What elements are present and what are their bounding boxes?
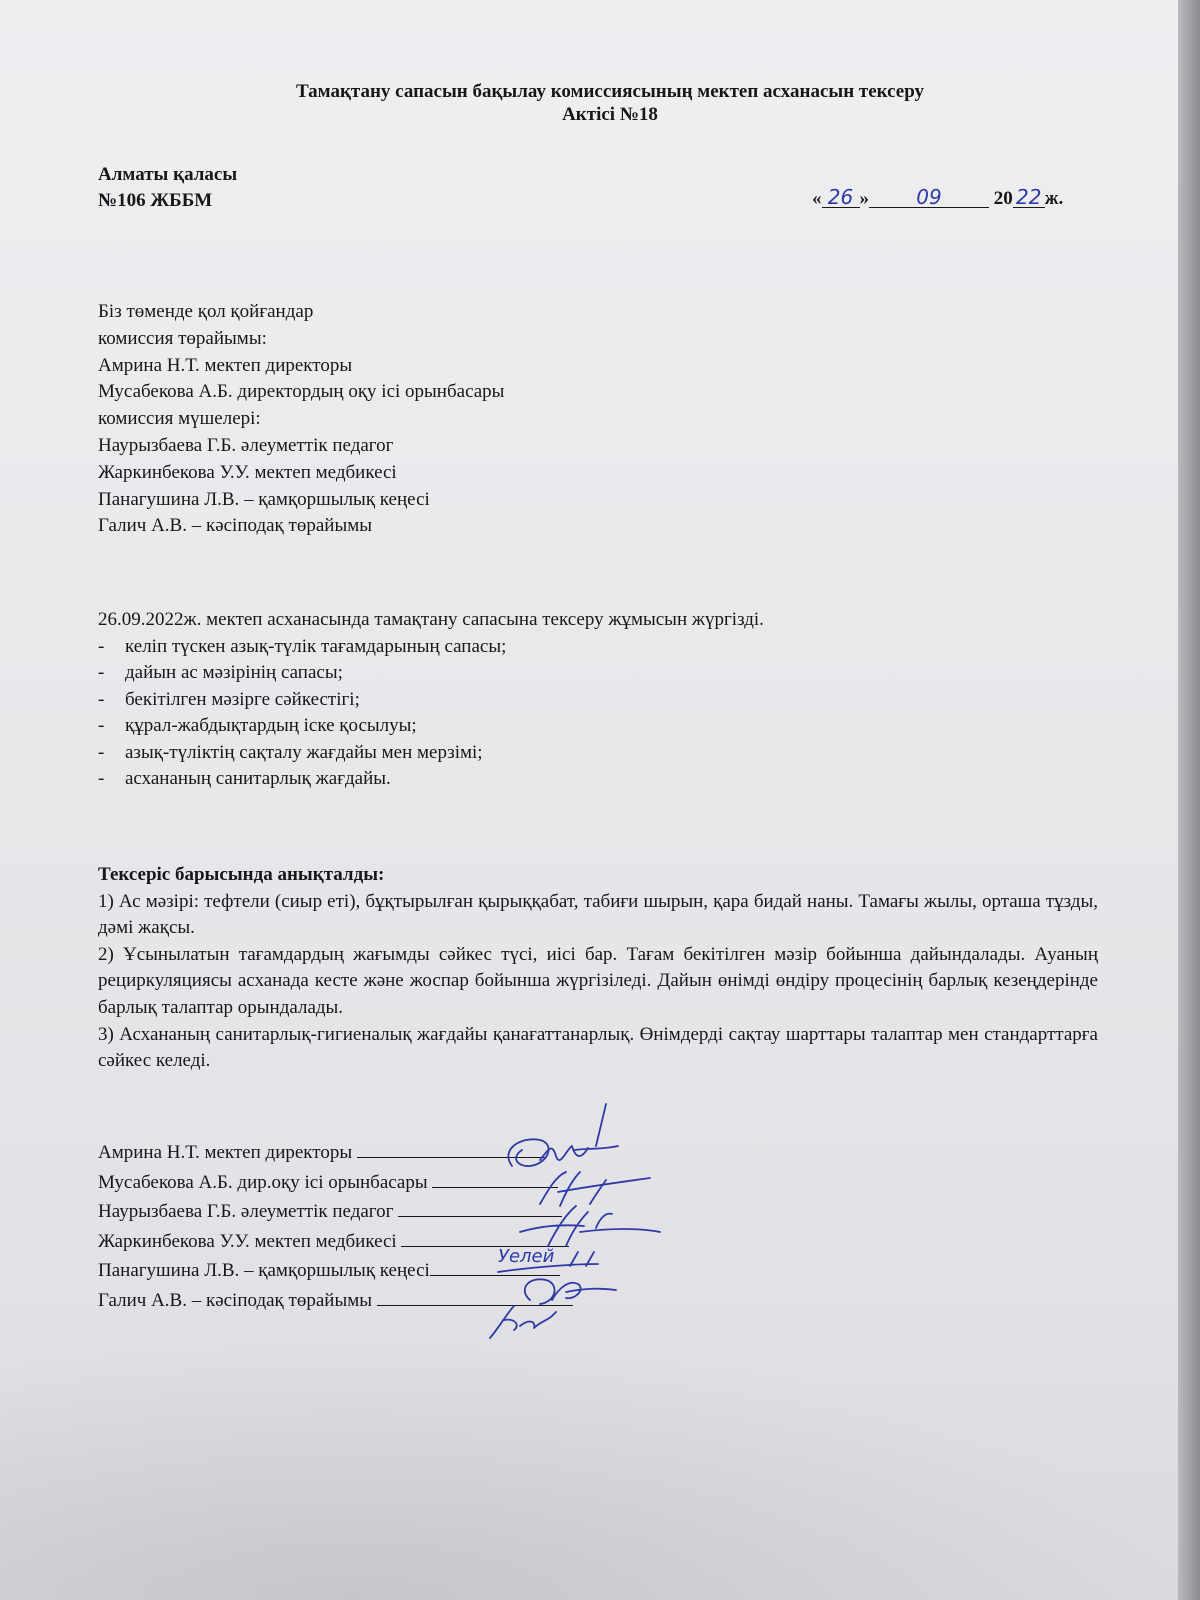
date-year-end: ж.: [1044, 188, 1064, 209]
signer-name: Галич А.В. – кәсіподақ төрайымы: [98, 1289, 372, 1311]
signer-name: Панагушина Л.В. – қамқоршылық кеңесі: [98, 1260, 430, 1281]
committee-line: Галич А.В. – кәсіподақ төрайымы: [98, 515, 372, 537]
signature-4-text: Уелей: [498, 1246, 555, 1267]
committee-line: Біз төменде қол қойғандар: [98, 301, 314, 322]
list-item-text: асхананың санитарлық жағдайы.: [125, 768, 391, 789]
date-day: 26: [822, 187, 860, 208]
signature-2: [540, 1172, 650, 1206]
committee-line: Мусабекова А.Б. директордың оқу ісі орынбасары: [98, 381, 505, 403]
signature-3: [520, 1206, 660, 1246]
list-item-text: бекітілген мәзірге сәйкестігі;: [125, 688, 360, 710]
finding-paragraph: 2) Ұсынылатын тағамдардың жағымды сәйкес түсі, иісі бар. Тағам бекітілген мәзір бойынша дайындалады. Ауаның рециркуляциясы асханада кесте және жоспар бойынша жүргізіледі. Дайын өнімді өндіру процесінің барлық кезеңдерінде барлық талаптар орындалады.: [98, 943, 1098, 1018]
city-label: Алматы қаласы: [98, 164, 238, 185]
date-close-quote: »: [859, 188, 869, 209]
bullet-dash: -: [98, 715, 105, 736]
date-open-quote: «: [812, 188, 822, 209]
date-year-prefix: 20: [993, 188, 1013, 209]
signer-name: Наурызбаева Г.Б. әлеуметтік педагог: [98, 1201, 394, 1222]
date-year-suffix: 22: [1013, 187, 1045, 208]
signer-name: Мусабекова А.Б. дир.оқу ісі орынбасары: [98, 1171, 428, 1193]
list-item-text: келіп түскен азық-түлік тағамдарының сапасы;: [125, 635, 507, 657]
committee-line: комиссия мүшелері:: [98, 408, 261, 430]
bullet-dash: -: [98, 741, 105, 763]
signer-name: Амрина Н.Т. мектеп директоры: [98, 1142, 353, 1163]
bullet-dash: -: [98, 635, 105, 657]
committee-line: Жаркинбекова У.У. мектеп медбикесі: [98, 461, 397, 483]
committee-line: Наурызбаева Г.Б. әлеуметтік педагог: [98, 434, 394, 456]
committee-line: комиссия төрайымы:: [98, 327, 267, 349]
signer-name: Жаркинбекова У.У. мектеп медбикесі: [98, 1230, 397, 1252]
signature-1: [508, 1104, 618, 1166]
school-label: №106 ЖББМ: [98, 190, 213, 211]
bullet-dash: -: [98, 662, 105, 683]
finding-paragraph: 1) Ас мәзірі: тефтели (сиыр еті), бұқтырылған қырыққабат, табиғи шырын, қара бидай наны. Тамағы жылы, орташа тұзды, дәмі жақсы.: [98, 890, 1098, 939]
list-item-text: құрал-жабдықтардың іске қосылуы;: [125, 715, 417, 736]
photo-shadow: [0, 1330, 1178, 1600]
title-line-1: Тамақтану сапасын бақылау комиссиясының мектеп асханасын тексеру: [295, 81, 925, 102]
bullet-dash: -: [98, 688, 105, 710]
list-item-text: азық-түліктің сақталу жағдайы мен мерзімі;: [125, 741, 483, 763]
signature-5: [525, 1279, 616, 1304]
finding-paragraph: 3) Асхананың санитарлық-гигиеналық жағдайы қанағаттанарлық. Өнімдерді сақтау шарттары талаптар мен стандарттарға сәйкес келеді.: [98, 1023, 1098, 1072]
findings-heading: Тексеріс барысында анықталды:: [98, 864, 385, 885]
committee-line: Панагушина Л.В. – қамқоршылық кеңесі: [98, 488, 430, 510]
date-month: 09: [869, 187, 989, 208]
committee-line: Амрина Н.Т. мектеп директоры: [98, 354, 353, 376]
page-edge-background: [1178, 0, 1200, 1600]
list-item-text: дайын ас мәзірінің сапасы;: [125, 662, 343, 683]
inspection-intro: 26.09.2022ж. мектеп асханасында тамақтану сапасына тексеру жұмысын жүргізді.: [98, 609, 764, 630]
bullet-dash: -: [98, 768, 105, 789]
title-line-2: Актісі №18: [562, 104, 658, 125]
